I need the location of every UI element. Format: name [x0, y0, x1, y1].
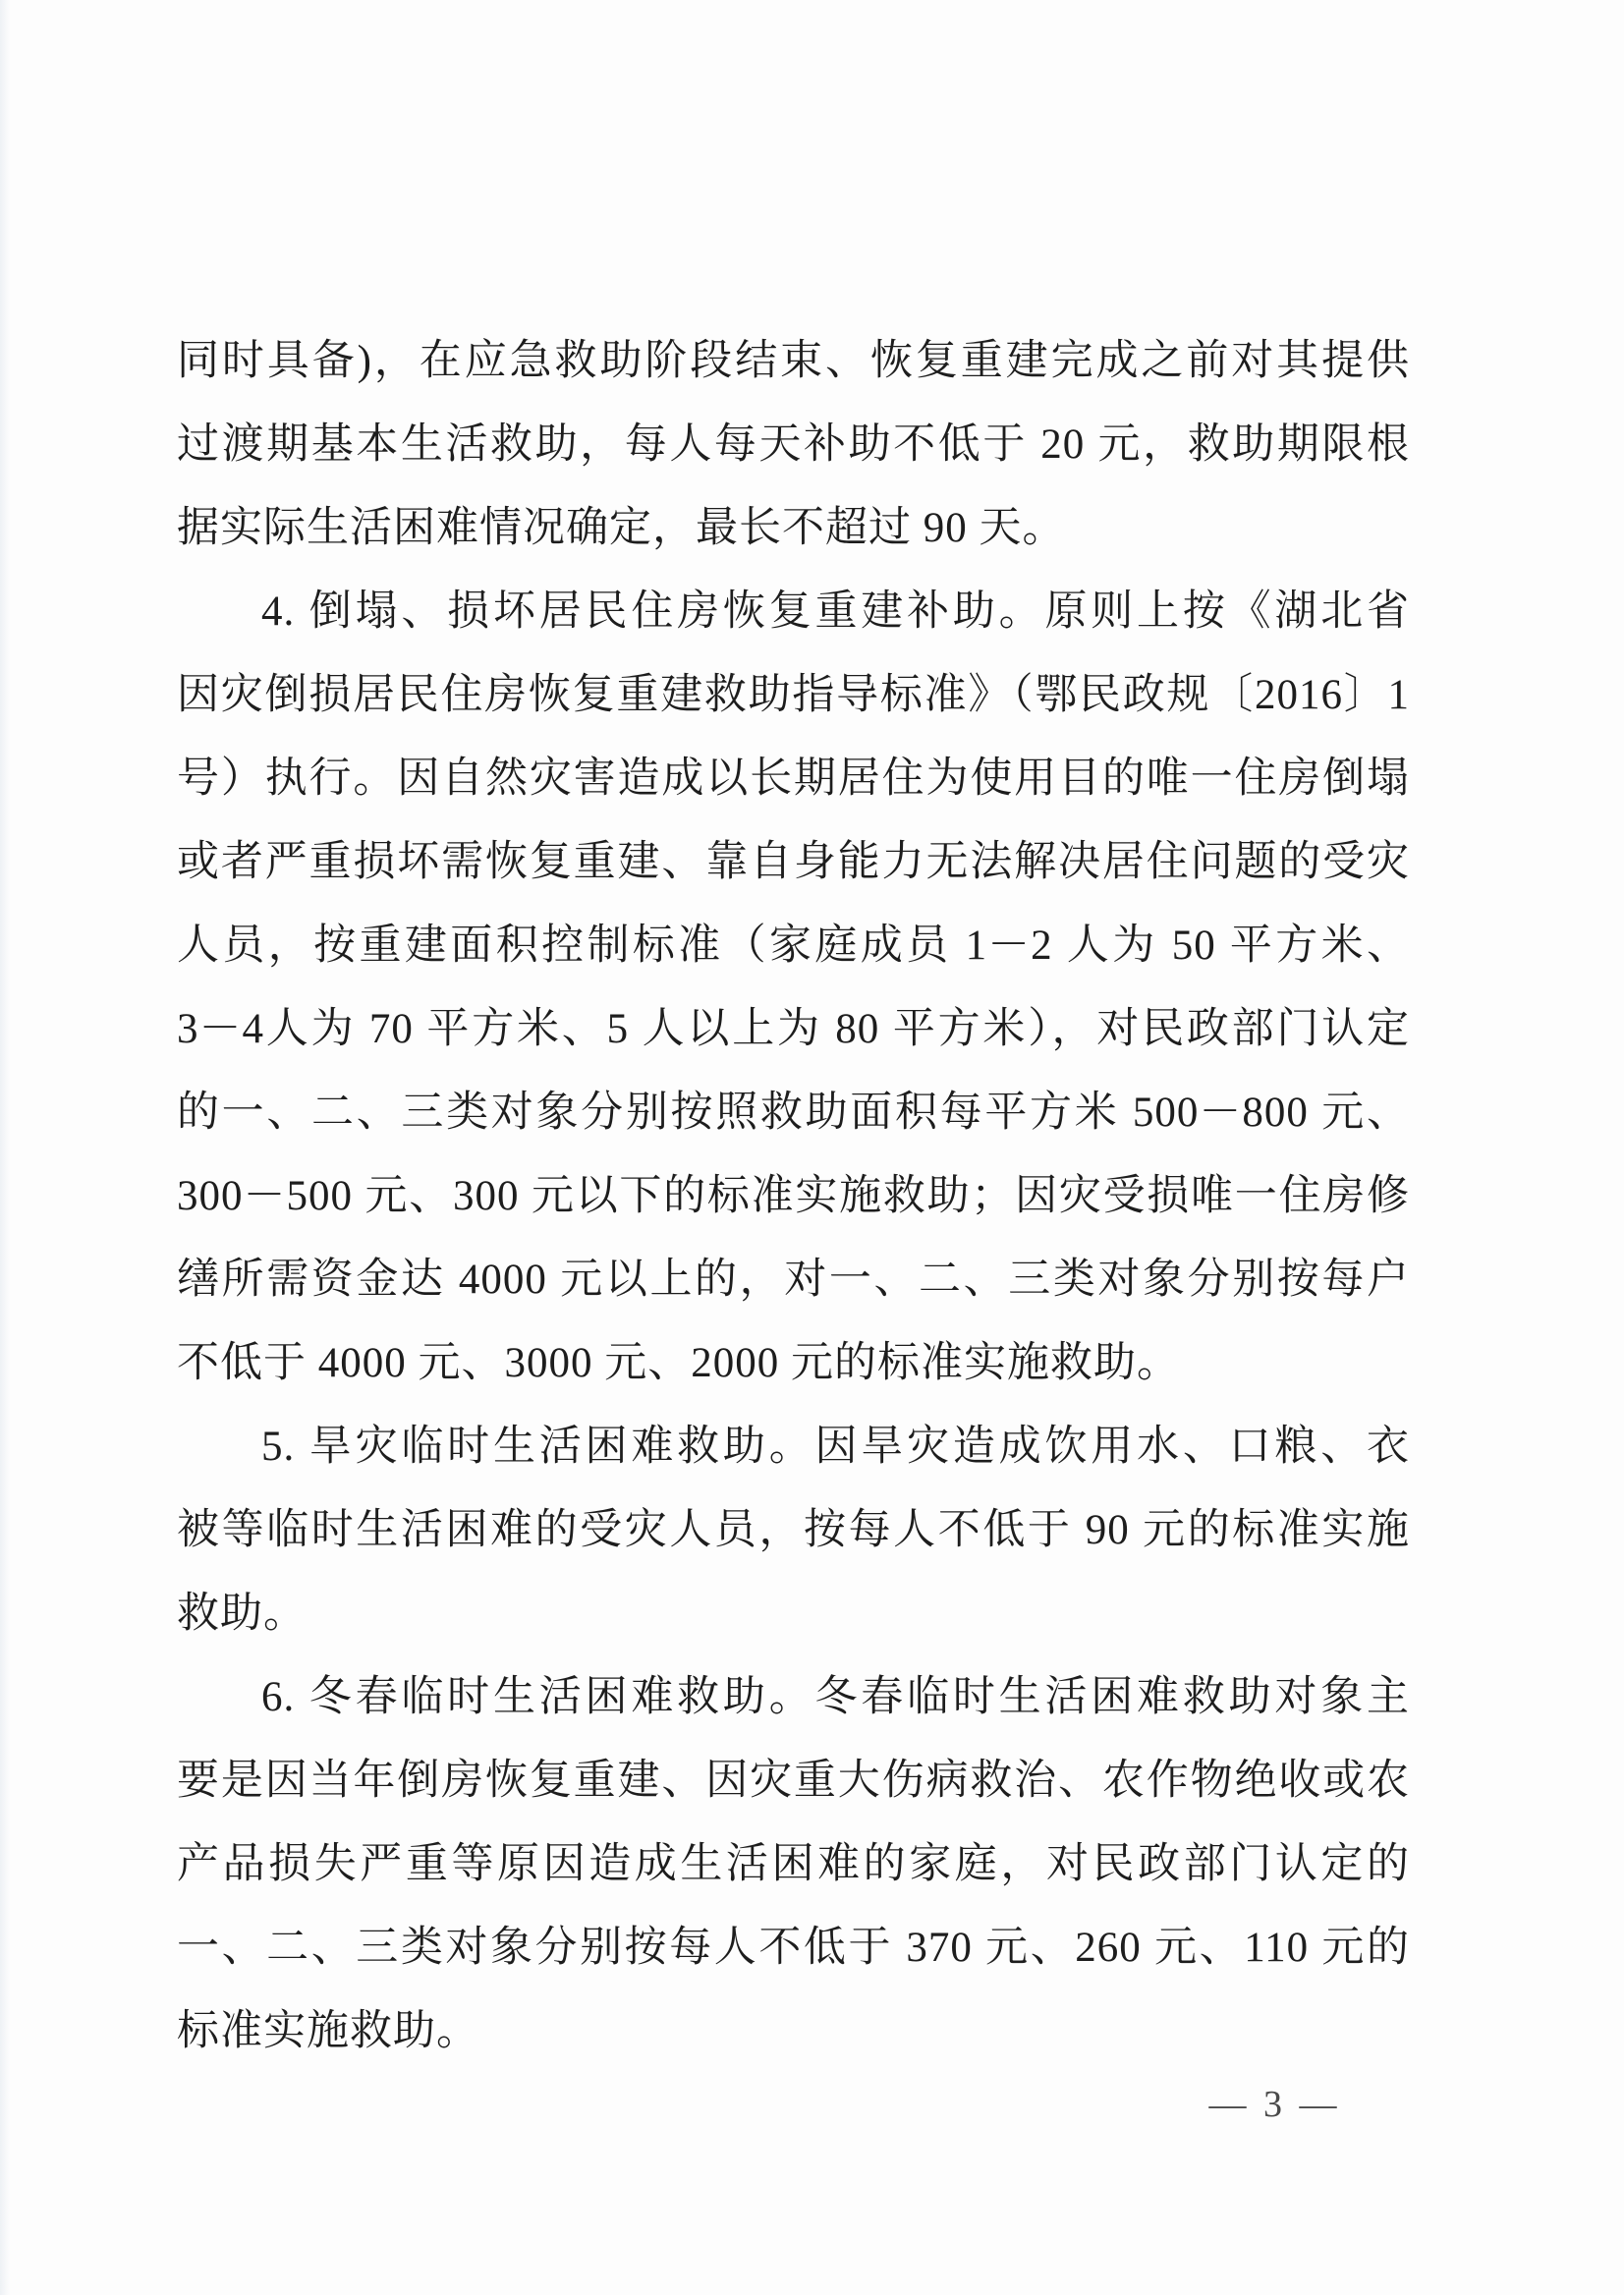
document-text-block [177, 319, 1410, 2073]
text-line: 要是因当年倒房恢复重建、因灾重大伤病救治、农作物绝收或农 [177, 1758, 1410, 1804]
page-number: — 3 — [1208, 2084, 1341, 2125]
text-line: 的一、二、三类对象分别按照救助面积每平方米 500－800 元、 [177, 1090, 1410, 1136]
text-line-item-6-start: 6. 冬春临时生活困难救助。冬春临时生活困难救助对象主 [261, 1674, 1410, 1720]
text-line: 3－4人为 70 平方米、5 人以上为 80 平方米），对民政部门认定 [177, 1006, 1410, 1052]
text-line: 同时具备)，在应急救助阶段结束、恢复重建完成之前对其提供 [177, 338, 1410, 384]
text-line: 因灾倒损居民住房恢复重建救助指导标准》（鄂民政规〔2016〕1 [177, 672, 1410, 718]
text-line: 300－500 元、300 元以下的标准实施救助；因灾受损唯一住房修 [177, 1173, 1410, 1219]
text-line: 过渡期基本生活救助，每人每天补助不低于 20 元，救助期限根 [177, 421, 1410, 468]
text-line: 一、二、三类对象分别按每人不低于 370 元、260 元、110 元的 [177, 1925, 1410, 1971]
text-line: 号）执行。因自然灾害造成以长期居住为使用目的唯一住房倒塌 [177, 756, 1410, 802]
text-line: 被等临时生活困难的受灾人员，按每人不低于 90 元的标准实施 [177, 1507, 1410, 1553]
text-line: 缮所需资金达 4000 元以上的，对一、二、三类对象分别按每户 [177, 1257, 1410, 1303]
text-line: 产品损失严重等原因造成生活困难的家庭，对民政部门认定的 [177, 1841, 1410, 1887]
text-line-item-4-start: 4. 倒塌、损坏居民住房恢复重建补助。原则上按《湖北省 [261, 588, 1410, 635]
text-line: 人员，按重建面积控制标准（家庭成员 1－2 人为 50 平方米、 [177, 923, 1410, 969]
text-line: 救助。 [177, 1591, 307, 1637]
text-line: 不低于 4000 元、3000 元、2000 元的标准实施救助。 [177, 1340, 1180, 1386]
text-line-item-5-start: 5. 旱灾临时生活困难救助。因旱灾造成饮用水、口粮、衣 [261, 1424, 1410, 1470]
text-line: 或者严重损坏需恢复重建、靠自身能力无法解决居住问题的受灾 [177, 839, 1410, 885]
text-line: 据实际生活困难情况确定，最长不超过 90 天。 [177, 505, 1066, 551]
text-line: 标准实施救助。 [177, 2008, 479, 2054]
